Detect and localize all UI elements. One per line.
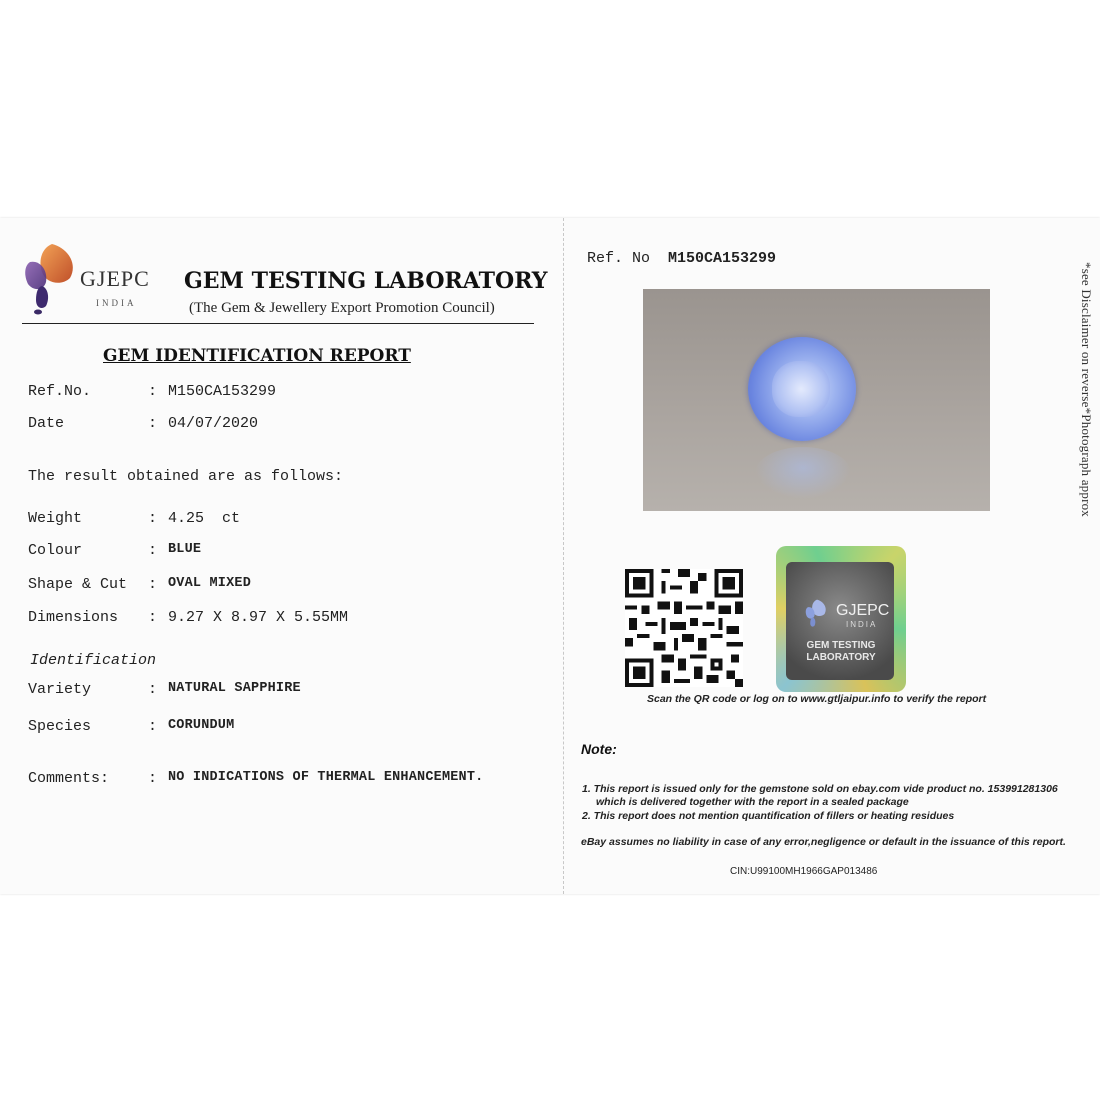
note-2: 2. This report does not mention quantification of fillers or heating residues	[582, 810, 955, 822]
weight-unit: ct	[222, 510, 241, 527]
variety-label: Variety	[28, 681, 92, 698]
species-row	[28, 718, 548, 738]
variety-separator: :	[148, 681, 158, 698]
ref-row	[28, 383, 548, 403]
cin-number: CIN:U99100MH1966GAP013486	[730, 866, 878, 877]
results-intro: The result obtained are as follows:	[28, 468, 344, 485]
colour-label: Colour	[28, 542, 83, 559]
lab-title: GEM TESTING LABORATORY	[184, 268, 548, 294]
gemstone-photo	[643, 289, 990, 511]
ref-value: M150CA153299	[168, 383, 277, 400]
note-title: Note:	[581, 741, 617, 757]
hologram-brand: GJEPC	[836, 602, 890, 619]
comments-value: NO INDICATIONS OF THERMAL ENHANCEMENT.	[168, 770, 484, 785]
note-3: eBay assumes no liability in case of any error,negligence or default in the issuance of this report.	[581, 836, 1066, 848]
date-label: Date	[28, 415, 65, 432]
shape-label: Shape & Cut	[28, 576, 128, 593]
shape-value: OVAL MIXED	[168, 576, 252, 591]
disclaimer-side-note: *see Disclaimer on reverse*Photograph approx	[1079, 262, 1094, 518]
hologram-india: INDIA	[846, 620, 878, 629]
species-label: Species	[28, 718, 92, 735]
hologram-lab-line2: LABORATORY	[806, 652, 876, 663]
right-ref-label: Ref. No	[587, 250, 651, 267]
variety-row	[28, 681, 548, 701]
gem-reflection	[755, 447, 851, 499]
weight-value: 4.25	[168, 510, 205, 527]
hologram-lab-text	[792, 640, 890, 664]
note-1-line-1: 1. This report is issued only for the gemstone sold on ebay.com vide product no. 153991281306	[582, 783, 1058, 795]
note-1-line-2: which is delivered together with the report in a sealed package	[596, 796, 909, 808]
right-ref-value: M150CA153299	[668, 250, 777, 267]
gem-table-facet	[772, 361, 830, 417]
hologram-lab-line1: GEM TESTING	[806, 640, 876, 651]
hologram-logo-icon	[804, 598, 830, 630]
variety-value: NATURAL SAPPHIRE	[168, 681, 301, 696]
right-ref-line	[587, 250, 776, 267]
header-rule	[22, 323, 534, 324]
hologram-seal	[776, 546, 906, 692]
hologram-inner	[786, 562, 894, 680]
species-separator: :	[148, 718, 158, 735]
scan-instruction: Scan the QR code or log on to www.gtljaipur.info to verify the report	[647, 693, 987, 705]
brand-name: GJEPC	[80, 266, 150, 291]
brand-subtitle: INDIA	[96, 298, 137, 308]
qr-code-icon[interactable]	[625, 569, 743, 687]
gjepc-logo-icon	[22, 240, 82, 316]
comments-row	[28, 770, 548, 790]
comments-label: Comments:	[28, 770, 110, 787]
colour-value: BLUE	[168, 542, 202, 557]
ref-label: Ref.No.	[28, 383, 92, 400]
date-row	[28, 415, 548, 435]
weight-value-group	[168, 510, 240, 527]
report-title: GEM IDENTIFICATION REPORT	[103, 346, 411, 366]
date-value: 04/07/2020	[168, 415, 259, 432]
identification-heading: Identification	[30, 652, 157, 669]
dimensions-row	[28, 609, 548, 629]
colour-row	[28, 542, 548, 562]
sapphire-gem	[748, 337, 856, 441]
dimensions-value: 9.27 X 8.97 X 5.55MM	[168, 609, 349, 626]
weight-row	[28, 510, 548, 530]
ref-separator: :	[148, 383, 158, 400]
dimensions-label: Dimensions	[28, 609, 119, 626]
date-separator: :	[148, 415, 158, 432]
weight-separator: :	[148, 510, 158, 527]
lab-subtitle: (The Gem & Jewellery Export Promotion Council)	[189, 300, 495, 316]
colour-separator: :	[148, 542, 158, 559]
weight-label: Weight	[28, 510, 83, 527]
fold-divider	[563, 218, 564, 894]
shape-separator: :	[148, 576, 158, 593]
species-value: CORUNDUM	[168, 718, 235, 733]
shape-row	[28, 576, 548, 596]
comments-separator: :	[148, 770, 158, 787]
dimensions-separator: :	[148, 609, 158, 626]
